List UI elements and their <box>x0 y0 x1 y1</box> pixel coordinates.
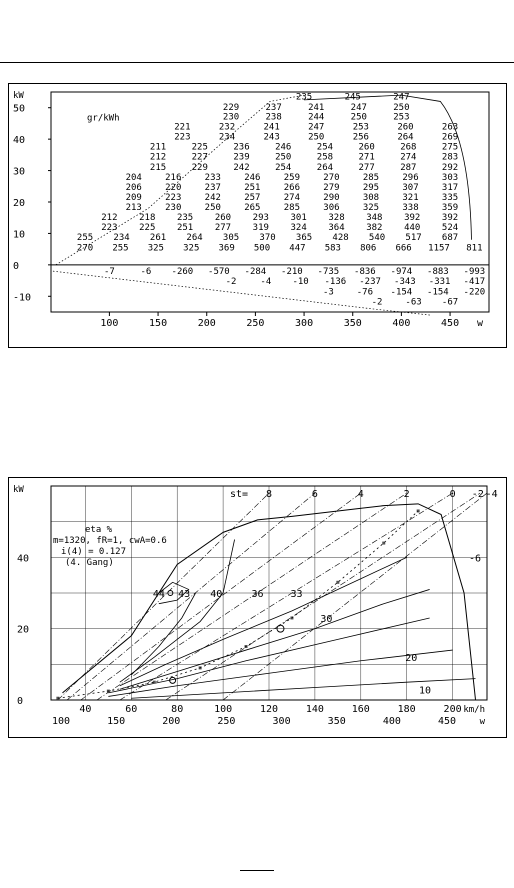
table-cell-value: -7 <box>103 267 115 278</box>
y-tick-label: 40 <box>17 553 30 565</box>
efficiency-contour-label: 33 <box>290 589 303 600</box>
fuel-consumption-map <box>8 83 507 348</box>
table-cell-value: 247 <box>393 92 410 103</box>
table-cell-value: 259 <box>283 172 301 183</box>
table-cell-value: 369 <box>218 243 235 254</box>
table-cell-value: 274 <box>283 192 301 203</box>
table-cell-value: -154 <box>427 287 449 298</box>
table-cell-value: 250 <box>308 132 325 143</box>
speed-tick-label: 140 <box>305 704 324 715</box>
rpm-tick-label: 300 <box>272 716 291 727</box>
efficiency-contour-label: 40 <box>210 589 223 600</box>
units-annotation: gr/kWh <box>87 113 120 124</box>
table-cell-value: 243 <box>263 132 280 143</box>
table-cell-value: 244 <box>308 112 325 123</box>
table-cell-value: 239 <box>233 152 250 163</box>
speed-tick-label: 60 <box>125 704 138 715</box>
gradient-line <box>120 493 453 700</box>
slope-prefix-label: st= <box>229 489 249 500</box>
speed-tick-label: 200 <box>443 704 462 715</box>
table-cell-value: 263 <box>441 122 459 133</box>
table-cell-value: 303 <box>441 172 459 183</box>
table-cell-value: 253 <box>352 122 369 133</box>
table-cell-value: 215 <box>149 162 167 173</box>
table-cell-value: 260 <box>397 122 414 133</box>
table-cell-value: -67 <box>441 297 459 308</box>
table-cell-value: -63 <box>405 297 422 308</box>
x-tick-label: 100 <box>100 318 119 329</box>
table-cell-value: 811 <box>466 243 483 254</box>
table-cell-value: -220 <box>463 287 486 298</box>
table-cell-value: 364 <box>328 223 345 234</box>
y-tick-label: 50 <box>13 103 26 115</box>
table-cell-value: -6 <box>140 267 152 278</box>
table-cell-value: 229 <box>222 102 240 113</box>
table-cell-value: 306 <box>323 203 340 214</box>
efficiency-contour-label: 36 <box>251 589 264 600</box>
table-cell-value: 230 <box>222 112 240 123</box>
table-cell-value: -993 <box>463 267 486 278</box>
table-cell-value: 279 <box>323 182 340 193</box>
table-cell-value: 250 <box>350 112 367 123</box>
table-cell-value: 250 <box>275 152 292 163</box>
table-cell-value: 806 <box>360 243 377 254</box>
table-cell-value: 296 <box>402 172 419 183</box>
table-cell-value: 204 <box>125 172 142 183</box>
table-cell-value: 285 <box>362 172 380 183</box>
page-footer-rule <box>240 870 274 872</box>
x-tick-label: 400 <box>392 318 411 329</box>
table-cell-value: 246 <box>244 172 261 183</box>
rpm-tick-label: 250 <box>217 716 236 727</box>
table-cell-value: 428 <box>332 233 349 244</box>
table-cell-value: 241 <box>263 122 280 133</box>
x-tick-label: 250 <box>246 318 265 329</box>
table-cell-value: 268 <box>400 142 417 153</box>
rpm-axis-label: w <box>479 717 485 727</box>
y-tick-label: 0 <box>17 696 24 707</box>
table-cell-value: 270 <box>76 243 94 254</box>
table-cell-value: 212 <box>101 213 118 224</box>
table-cell-value: 230 <box>165 203 182 214</box>
table-cell-value: 370 <box>259 233 276 244</box>
table-cell-value: -2 <box>225 277 237 288</box>
table-cell-value: 212 <box>149 152 167 163</box>
efficiency-contour-label: 30 <box>320 613 333 625</box>
table-cell-value: 301 <box>290 213 307 224</box>
table-cell-value: 218 <box>139 213 156 224</box>
chart-annotation-line: eta % <box>85 525 113 535</box>
table-cell-value: 238 <box>265 112 282 123</box>
table-cell-value: 237 <box>204 182 221 193</box>
table-cell-value: 250 <box>393 102 410 113</box>
y-tick-label: 30 <box>13 166 26 178</box>
table-cell-value: 290 <box>323 192 340 203</box>
table-cell-value: -210 <box>281 267 303 278</box>
table-cell-value: 247 <box>350 102 367 113</box>
table-cell-value: 382 <box>366 223 383 234</box>
table-cell-value: 235 <box>295 92 313 103</box>
speed-tick-label: 160 <box>351 704 370 715</box>
table-cell-value: 221 <box>174 122 191 133</box>
table-cell-value: 440 <box>404 223 421 234</box>
table-cell-value: 237 <box>265 102 282 113</box>
table-cell-value: -154 <box>390 287 413 298</box>
table-cell-value: 295 <box>362 182 380 193</box>
x-axis-label: w <box>477 318 484 329</box>
table-cell-value: 209 <box>125 192 142 203</box>
table-cell-value: 229 <box>191 162 208 173</box>
x-tick-label: 450 <box>441 318 460 329</box>
table-cell-value: 242 <box>204 192 221 203</box>
table-cell-value: 292 <box>441 162 459 173</box>
table-cell-value: 392 <box>441 213 459 224</box>
efficiency-contour-label: 20 <box>405 653 418 665</box>
table-cell-value: 245 <box>344 92 361 103</box>
table-cell-value: 255 <box>112 243 129 254</box>
x-tick-label: 150 <box>149 318 168 329</box>
table-cell-value: 277 <box>358 162 375 173</box>
table-cell-value: 392 <box>404 213 421 224</box>
rpm-tick-label: 200 <box>162 716 181 727</box>
table-cell-value: 223 <box>174 132 191 143</box>
table-cell-value: 317 <box>441 182 459 193</box>
efficiency-map <box>8 477 507 738</box>
chart-annotation-line: (4. Gang) <box>65 558 114 568</box>
table-cell-value: -974 <box>390 267 413 278</box>
table-cell-value: 233 <box>204 172 221 183</box>
rpm-tick-label: 150 <box>107 716 126 727</box>
speed-tick-label: 120 <box>259 704 279 715</box>
table-cell-value: -136 <box>324 277 347 288</box>
slope-value-label: -2 <box>471 489 484 500</box>
y-tick-label: 0 <box>13 260 20 272</box>
table-cell-value: 583 <box>324 243 341 254</box>
table-cell-value: -3 <box>322 287 334 298</box>
fuel-consumption-chart <box>9 84 506 347</box>
table-cell-value: 234 <box>218 132 236 143</box>
efficiency-contour-label: 43 <box>178 589 191 600</box>
table-cell-value: 271 <box>358 152 375 163</box>
table-cell-value: 269 <box>441 132 459 143</box>
table-cell-value: 235 <box>176 213 194 224</box>
table-cell-value: -343 <box>394 277 416 288</box>
efficiency-contour-label: 44 <box>152 589 165 600</box>
table-cell-value: 254 <box>275 162 292 173</box>
y-tick-label: 10 <box>13 229 26 241</box>
table-cell-value: 265 <box>244 203 261 214</box>
table-cell-value: 250 <box>204 203 221 214</box>
table-cell-value: 213 <box>125 203 142 214</box>
table-cell-value: 287 <box>400 162 417 173</box>
y-tick-label: -10 <box>13 292 32 304</box>
table-cell-value: 666 <box>395 243 412 254</box>
table-cell-value: 211 <box>149 142 167 153</box>
header-rule <box>0 62 514 63</box>
speed-axis-label: km/h <box>463 705 485 715</box>
table-cell-value: 319 <box>252 223 269 234</box>
table-cell-value: 283 <box>441 152 459 163</box>
table-cell-value: 260 <box>358 142 375 153</box>
efficiency-contour <box>120 589 430 689</box>
rpm-tick-label: 350 <box>327 716 346 727</box>
table-cell-value: 225 <box>139 223 156 234</box>
table-cell-value: 324 <box>290 223 307 234</box>
table-cell-value: -284 <box>244 267 267 278</box>
table-cell-value: 335 <box>441 192 459 203</box>
rpm-tick-label: 100 <box>51 716 71 727</box>
table-cell-value: 524 <box>441 223 459 234</box>
efficiency-contour-label: 10 <box>419 685 432 697</box>
table-cell-value: 325 <box>362 203 380 214</box>
table-cell-value: 253 <box>393 112 410 123</box>
table-cell-value: 256 <box>352 132 369 143</box>
table-cell-value: 223 <box>165 192 182 203</box>
table-cell-value: 246 <box>275 142 292 153</box>
table-cell-value: 206 <box>125 182 142 193</box>
table-cell-value: -883 <box>427 267 449 278</box>
x-tick-label: 300 <box>295 318 314 329</box>
table-cell-value: 517 <box>405 233 422 244</box>
efficiency-contour <box>120 557 407 685</box>
slope-value-label: -4 <box>485 489 498 500</box>
table-cell-value: 325 <box>147 243 164 254</box>
table-cell-value: 500 <box>253 243 271 254</box>
rpm-tick-label: 450 <box>437 716 457 727</box>
table-cell-value: 305 <box>222 233 240 244</box>
table-cell-value: 285 <box>283 203 301 214</box>
slope-value-label: 8 <box>265 489 273 500</box>
table-cell-value: 257 <box>244 192 261 203</box>
slope-value-label: -6 <box>468 553 481 565</box>
table-cell-value: 225 <box>191 142 208 153</box>
speed-tick-label: 180 <box>397 704 416 715</box>
table-cell-value: 251 <box>244 182 261 193</box>
speed-tick-label: 40 <box>79 704 92 715</box>
table-cell-value: 365 <box>295 233 313 244</box>
table-cell-value: 220 <box>165 182 182 193</box>
y-axis-label: kW <box>13 485 24 495</box>
table-cell-value: -76 <box>356 287 374 298</box>
y-tick-label: 40 <box>13 135 26 147</box>
table-cell-value: 251 <box>176 223 194 234</box>
table-cell-value: -331 <box>428 277 451 288</box>
table-cell-value: 540 <box>368 233 386 244</box>
slope-value-label: 0 <box>449 489 456 500</box>
table-cell-value: 232 <box>218 122 236 133</box>
table-cell-value: 234 <box>113 233 130 244</box>
table-cell-value: 260 <box>214 213 232 224</box>
table-cell-value: 223 <box>101 223 118 234</box>
table-cell-value: -570 <box>208 267 230 278</box>
table-cell-value: 328 <box>328 213 345 224</box>
table-cell-value: 242 <box>233 162 250 173</box>
table-cell-value: 264 <box>316 162 334 173</box>
table-cell-value: -417 <box>463 277 486 288</box>
table-cell-value: 241 <box>308 102 325 113</box>
table-cell-value: 308 <box>362 192 380 203</box>
table-cell-value: 338 <box>402 203 419 214</box>
table-cell-value: 307 <box>402 182 419 193</box>
speed-tick-label: 100 <box>214 704 233 715</box>
table-cell-value: 255 <box>76 233 94 244</box>
table-cell-value: -4 <box>260 277 272 288</box>
table-cell-value: 216 <box>165 172 182 183</box>
slope-value-label: 4 <box>357 489 364 500</box>
speed-tick-label: 80 <box>171 704 184 715</box>
table-cell-value: 270 <box>323 172 340 183</box>
table-cell-value: 266 <box>283 182 301 193</box>
table-cell-value: -10 <box>292 277 309 288</box>
table-cell-value: 447 <box>289 243 306 254</box>
efficiency-chart <box>9 478 506 737</box>
table-cell-value: 254 <box>316 142 334 153</box>
table-cell-value: -260 <box>171 267 194 278</box>
table-cell-value: 1157 <box>428 243 450 254</box>
chart-annotation-line: i(4) = 0.127 <box>61 547 127 557</box>
table-cell-value: -2 <box>371 297 383 308</box>
y-tick-label: 20 <box>13 198 26 209</box>
y-axis-label: kW <box>13 91 24 101</box>
table-cell-value: 321 <box>402 192 419 203</box>
table-cell-value: 325 <box>183 243 200 254</box>
table-cell-value: 359 <box>441 203 459 214</box>
table-cell-value: 687 <box>441 233 459 244</box>
efficiency-contour <box>131 593 195 675</box>
table-cell-value: -836 <box>354 267 376 278</box>
y-tick-label: 20 <box>17 624 30 636</box>
table-cell-value: 258 <box>316 152 334 163</box>
table-cell-value: 247 <box>308 122 325 133</box>
slope-value-label: 2 <box>403 489 410 500</box>
table-cell-value: -237 <box>359 277 381 288</box>
x-tick-label: 350 <box>343 318 362 329</box>
slope-value-label: 6 <box>311 489 318 500</box>
table-cell-value: 227 <box>191 152 208 163</box>
table-cell-value: 348 <box>366 213 383 224</box>
table-cell-value: 261 <box>149 233 167 244</box>
table-cell-value: 236 <box>233 142 250 153</box>
table-cell-value: -735 <box>317 267 340 278</box>
table-cell-value: 274 <box>400 152 417 163</box>
rpm-tick-label: 400 <box>382 716 401 727</box>
table-cell-value: 275 <box>441 142 459 153</box>
chart-annotation-line: m=1320, fR=1, cwA=0.6 <box>53 536 167 546</box>
table-cell-value: 277 <box>214 223 232 234</box>
x-tick-label: 200 <box>197 318 216 329</box>
table-cell-value: 264 <box>186 233 203 244</box>
table-cell-value: 264 <box>397 132 414 143</box>
table-cell-value: 293 <box>252 213 269 224</box>
